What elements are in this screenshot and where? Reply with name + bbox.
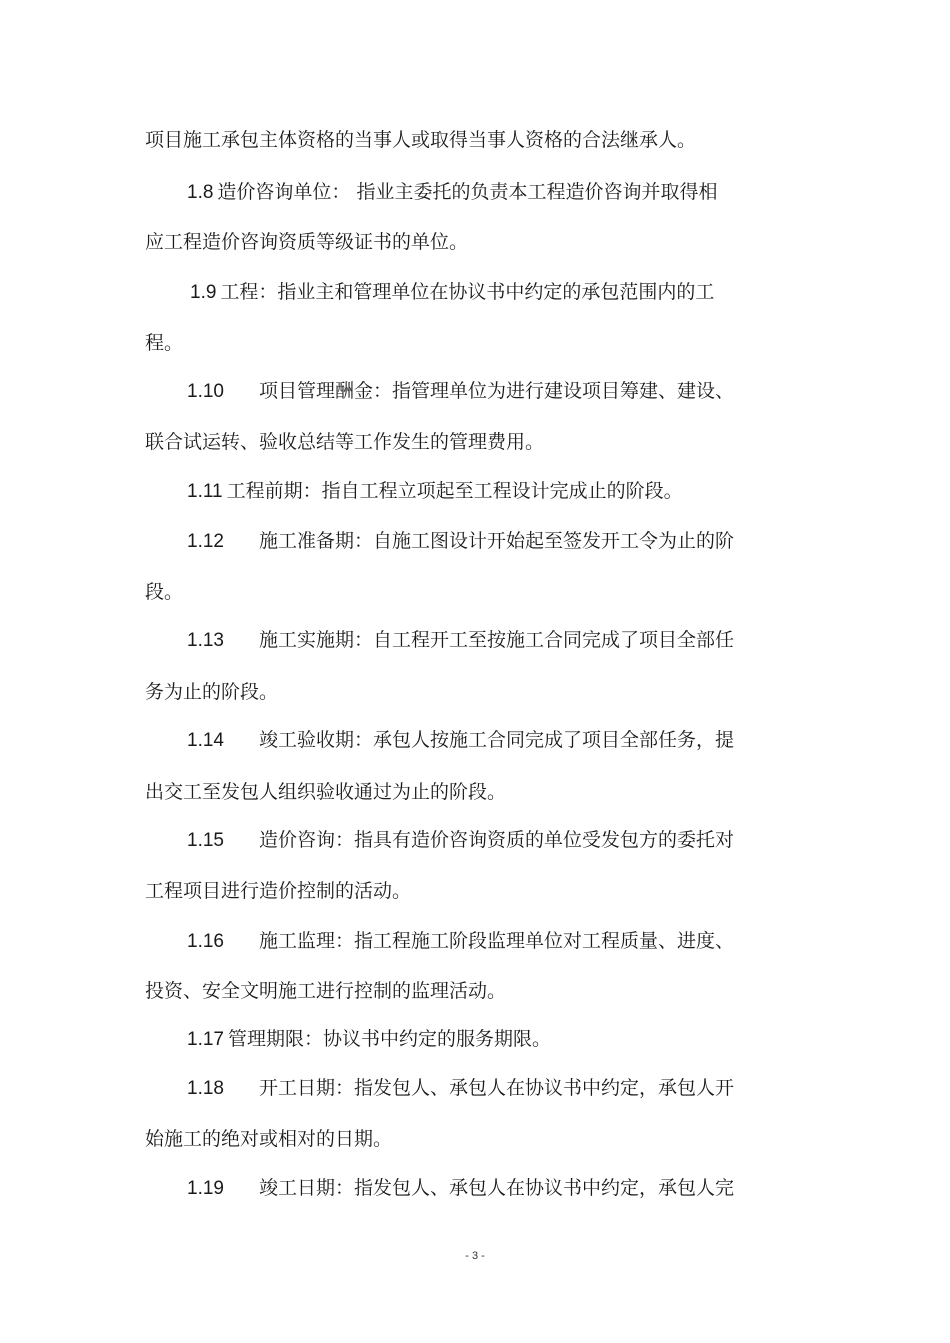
line-text: 投资、安全文明施工进行控制的监理活动。	[145, 980, 507, 1002]
clause-text: 施工监理：指工程施工阶段监理单位对工程质量、进度、	[259, 930, 735, 952]
clause-1-13	[187, 628, 734, 653]
clause-1-16	[187, 929, 734, 954]
clause-number: 1.17	[187, 1029, 224, 1050]
clause-text: 施工实施期：自工程开工至按施工合同完成了项目全部任	[259, 629, 735, 651]
text-line	[145, 430, 544, 454]
line-text: 出交工至发包人组织验收通过为止的阶段。	[145, 781, 507, 803]
clause-number: 1.8	[187, 182, 214, 203]
clause-1-10	[187, 379, 734, 404]
clause-number: 1.11	[187, 481, 223, 502]
line-text: 项目施工承包主体资格的当事人或取得当事人资格的合法继承人。	[145, 129, 697, 151]
clause-number: 1.18	[187, 1078, 224, 1099]
text-line	[145, 879, 411, 903]
clause-text: 管理期限：协议书中约定的服务期限。	[227, 1028, 551, 1050]
clause-1-8	[187, 180, 717, 205]
clause-text: 项目管理酬金：指管理单位为进行建设项目筹建、建设、	[259, 380, 735, 402]
clause-1-15	[187, 828, 734, 853]
clause-number: 1.10	[187, 381, 224, 402]
clause-1-9	[190, 280, 714, 305]
line-text: 段。	[145, 581, 184, 603]
clause-text: 工程前期：指自工程立项起至工程设计完成止的阶段。	[226, 480, 683, 502]
clause-text: 造价咨询单位： 指业主委托的负责本工程造价咨询并取得相	[217, 181, 718, 203]
line-text: 工程项目进行造价控制的活动。	[145, 880, 412, 902]
text-line	[145, 680, 278, 704]
text-line	[145, 230, 468, 254]
line-text: 应工程造价咨询资质等级证书的单位。	[145, 231, 469, 253]
clause-text: 竣工验收期：承包人按施工合同完成了项目全部任务，提	[259, 729, 735, 751]
clause-1-11	[187, 479, 683, 504]
text-line	[145, 979, 506, 1003]
clause-text: 工程：指业主和管理单位在协议书中约定的承包范围内的工	[220, 281, 715, 303]
text-line	[145, 580, 183, 604]
clause-number: 1.15	[187, 830, 224, 851]
text-line	[145, 128, 696, 152]
clause-1-14	[187, 728, 734, 753]
clause-text: 造价咨询：指具有造价咨询资质的单位受发包方的委托对	[259, 829, 735, 851]
text-line	[145, 331, 183, 355]
clause-text: 施工准备期：自施工图设计开始起至签发开工令为止的阶	[259, 530, 735, 552]
clause-number: 1.14	[187, 730, 224, 751]
line-text: 始施工的绝对或相对的日期。	[145, 1128, 393, 1150]
text-line	[145, 1127, 392, 1151]
text-line	[145, 780, 506, 804]
clause-number: 1.9	[190, 282, 217, 303]
clause-1-17	[187, 1027, 551, 1052]
clause-1-19	[187, 1176, 734, 1201]
clause-text: 竣工日期：指发包人、承包人在协议书中约定，承包人完	[259, 1177, 735, 1199]
clause-number: 1.13	[187, 630, 224, 651]
clause-number: 1.16	[187, 931, 224, 952]
clause-text: 开工日期：指发包人、承包人在协议书中约定，承包人开	[259, 1077, 735, 1099]
clause-number: 1.12	[187, 531, 224, 552]
clause-1-12	[187, 529, 734, 554]
line-text: 联合试运转、验收总结等工作发生的管理费用。	[145, 431, 545, 453]
clause-1-18	[187, 1076, 734, 1101]
line-text: 程。	[145, 332, 184, 354]
clause-number: 1.19	[187, 1178, 224, 1199]
line-text: 务为止的阶段。	[145, 681, 279, 703]
page-number: - 3 -	[465, 1250, 485, 1262]
